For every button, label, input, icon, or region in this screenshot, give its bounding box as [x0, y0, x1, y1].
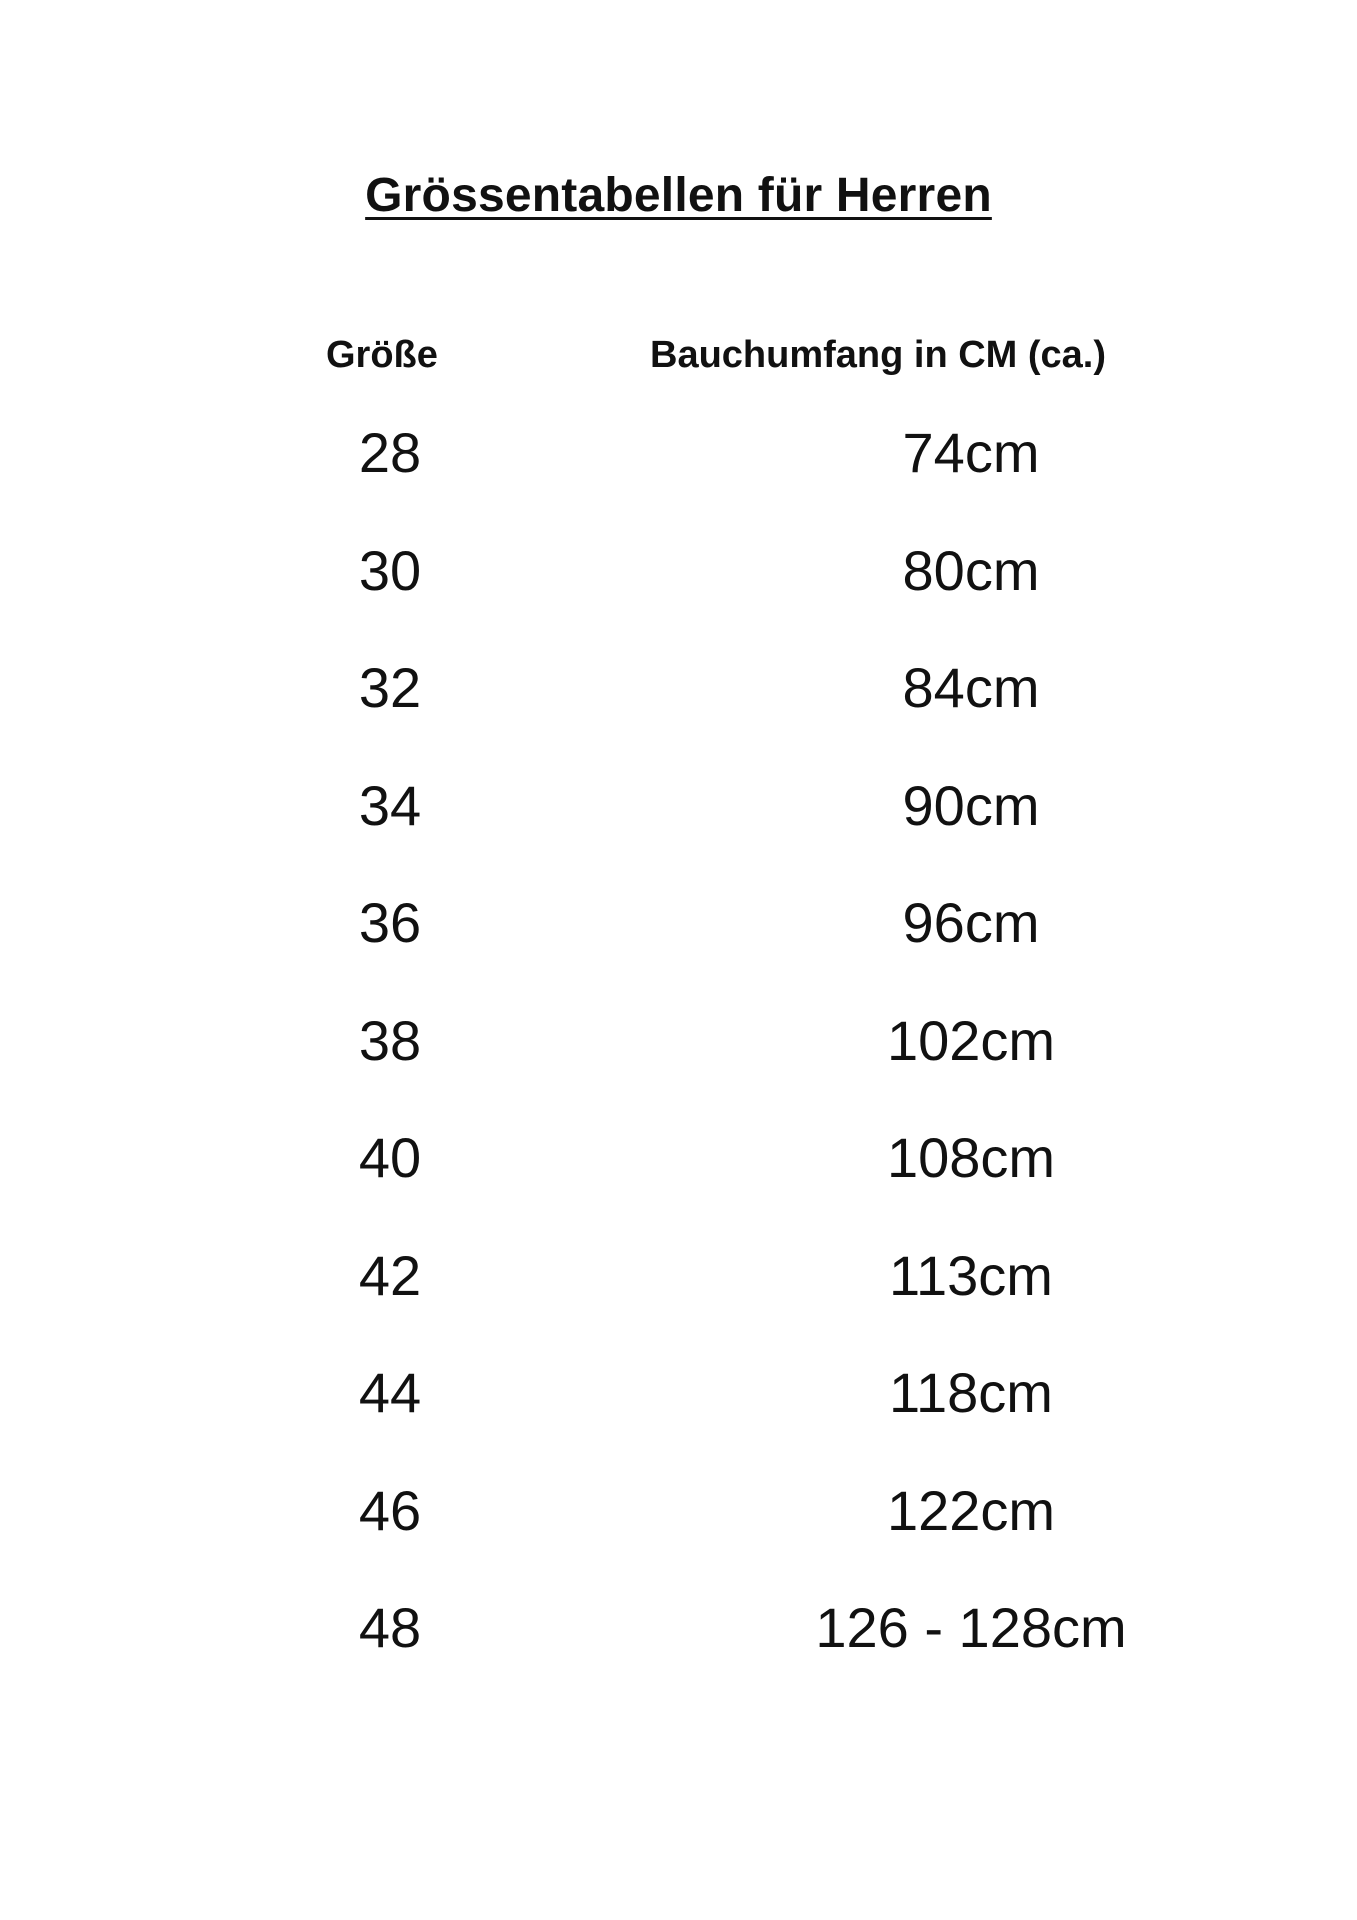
- waist-cell: 90cm: [902, 773, 1040, 837]
- size-cell: 36: [358, 891, 422, 954]
- size-cell: 32: [358, 656, 422, 719]
- waist-cell: 108cm: [886, 1126, 1056, 1189]
- size-cell: 42: [358, 1243, 422, 1307]
- waist-cell: 96cm: [902, 891, 1040, 954]
- table-row: [0, 1123, 1357, 1241]
- column-header-waist: Bauchumfang in CM (ca.): [650, 334, 1107, 376]
- table-row: [0, 1476, 1357, 1594]
- size-cell: 38: [358, 1008, 422, 1072]
- size-cell: 48: [358, 1596, 422, 1659]
- size-cell: 28: [358, 421, 422, 484]
- table-row: [0, 1593, 1357, 1711]
- table-row: [0, 653, 1357, 771]
- waist-cell: 84cm: [902, 656, 1040, 719]
- table-row: [0, 536, 1357, 654]
- page-title: Grössentabellen für Herren: [365, 169, 992, 222]
- waist-cell: 74cm: [902, 421, 1040, 484]
- size-cell: 34: [358, 773, 422, 837]
- table-row: [0, 418, 1357, 536]
- size-cell: 46: [358, 1478, 422, 1542]
- size-table: [0, 418, 1357, 1711]
- waist-cell: 118cm: [889, 1361, 1053, 1424]
- waist-cell: 113cm: [889, 1243, 1053, 1307]
- waist-cell: 80cm: [902, 538, 1040, 602]
- size-cell: 40: [358, 1126, 422, 1189]
- table-row: [0, 1006, 1357, 1124]
- table-row: [0, 1241, 1357, 1359]
- table-row: [0, 1358, 1357, 1476]
- waist-cell: 126 - 128cm: [815, 1596, 1127, 1659]
- table-row: [0, 888, 1357, 1006]
- table-row: [0, 771, 1357, 889]
- column-header-size: Größe: [326, 334, 438, 376]
- size-cell: 30: [358, 538, 422, 602]
- waist-cell: 122cm: [886, 1478, 1056, 1542]
- waist-cell: 102cm: [886, 1008, 1056, 1072]
- size-cell: 44: [358, 1361, 422, 1424]
